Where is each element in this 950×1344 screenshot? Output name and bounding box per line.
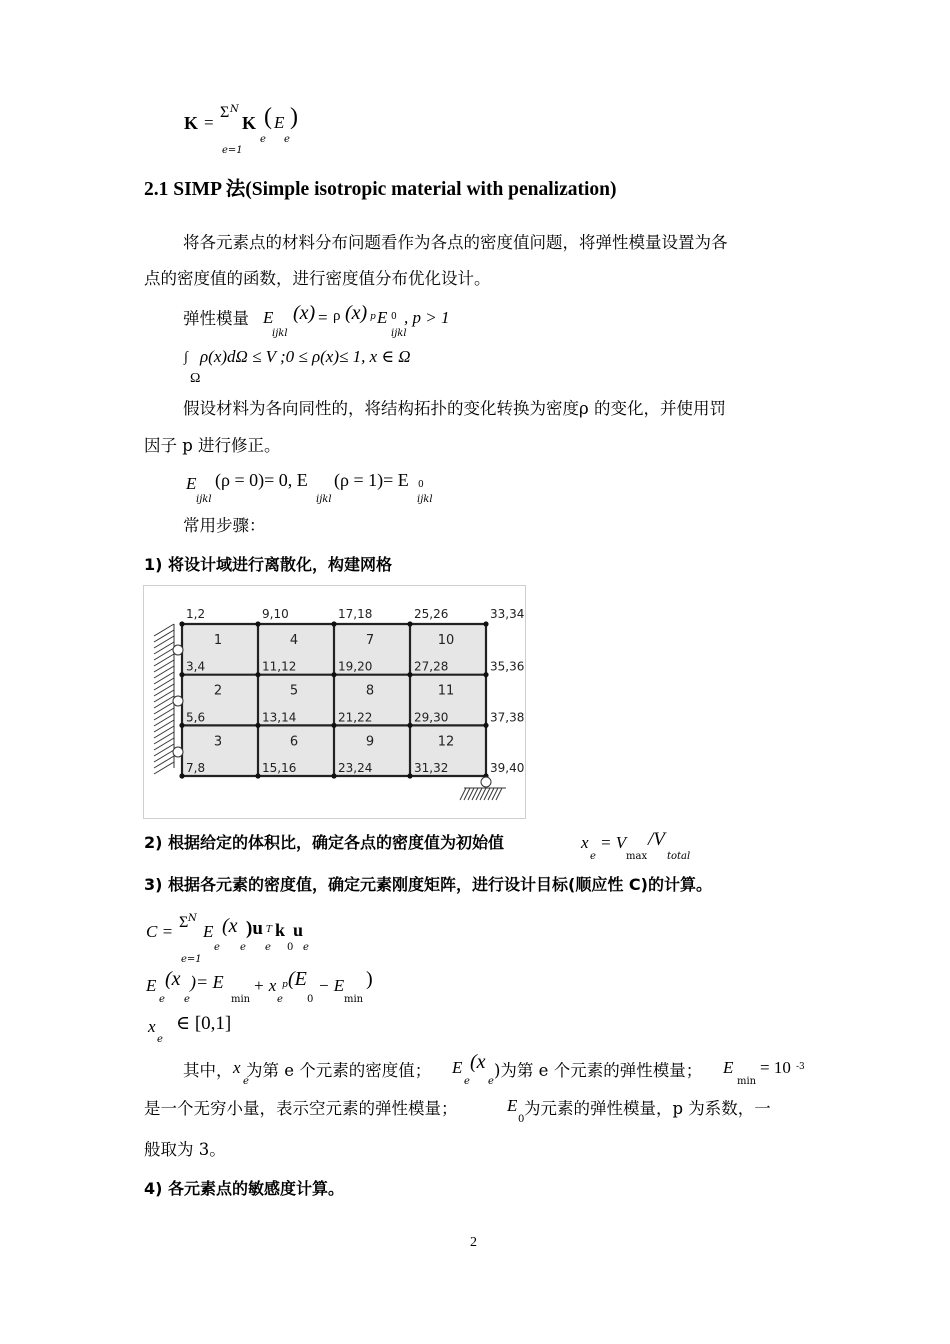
- mesh-node: [407, 672, 412, 677]
- steps-label: 常用步骤：: [183, 516, 266, 535]
- node-label: 19,20: [338, 659, 373, 674]
- paren: (: [264, 104, 272, 130]
- hatch-line: [154, 738, 174, 750]
- mesh-node: [179, 621, 184, 626]
- mesh-node: [331, 672, 336, 677]
- node-label: 37,38: [490, 710, 525, 725]
- step-1: 1) 将设计域进行离散化，构建网格: [144, 555, 393, 574]
- text: 般取为 3。: [144, 1140, 226, 1159]
- e-subscript: e: [260, 134, 266, 145]
- mesh-node: [483, 723, 488, 728]
- node-label: 7,8: [186, 761, 206, 776]
- mesh-node: [331, 723, 336, 728]
- C-symbol: C =: [146, 922, 174, 941]
- hatch-line: [154, 630, 174, 642]
- text: 为元素的弹性模量，p 为系数，一: [524, 1099, 771, 1118]
- mesh-diagram: [144, 586, 525, 818]
- node-label: 15,16: [262, 761, 297, 776]
- fixed-wall-support: [154, 624, 174, 774]
- e-subscript: e: [284, 134, 290, 145]
- subscript: ijkl: [272, 328, 288, 339]
- element-number: 12: [437, 734, 455, 750]
- equals-E: )= E: [190, 972, 224, 992]
- subscript: e: [184, 994, 190, 1005]
- step-3: 3) 根据各元素的密度值，确定元素刚度矩阵，进行设计目标(顺应性 C)的计算。: [144, 875, 712, 894]
- mesh-node: [407, 723, 412, 728]
- node-label: 31,32: [414, 761, 449, 776]
- intro-line-1: 将各元素点的材料分布问题看作为各点的密度值问题，将弹性模量设置为各: [183, 233, 728, 252]
- E-symbol: E: [186, 474, 197, 493]
- element-number: 8: [365, 683, 375, 699]
- node-label: 23,24: [338, 761, 373, 776]
- intro-line-2: 点的密度值的函数，进行密度值分布优化设计。: [144, 269, 491, 288]
- element-number: 11: [437, 683, 455, 699]
- node-label: 11,12: [262, 659, 297, 674]
- subscript-total: total: [667, 851, 691, 862]
- assume-line-2: 因子 p 进行修正。: [144, 436, 281, 455]
- step-4: 4) 各元素点的敏感度计算。: [144, 1179, 345, 1198]
- node-label: 9,10: [262, 607, 289, 621]
- hatch-line: [154, 690, 174, 702]
- hatch-line: [154, 714, 174, 726]
- hatch-line: [154, 660, 174, 672]
- mesh-node: [179, 672, 184, 677]
- roller-support: [173, 696, 183, 706]
- mesh-node: [483, 621, 488, 626]
- u-vector: u: [293, 920, 304, 940]
- roller-support: [173, 747, 183, 757]
- hatch-line: [154, 696, 174, 708]
- element-number: 4: [289, 633, 299, 648]
- text: 其中，: [183, 1061, 233, 1080]
- hatch-line: [154, 750, 174, 762]
- u-vector: )u: [246, 918, 263, 939]
- mesh-figure: [143, 585, 526, 819]
- condition: , p > 1: [404, 308, 450, 327]
- hatch-line: [154, 708, 174, 720]
- mesh-node: [255, 773, 260, 778]
- sigma: Σ: [220, 104, 230, 121]
- element-number: 6: [289, 734, 299, 750]
- integral: ∫: [184, 350, 188, 365]
- E-symbol: E: [203, 922, 214, 941]
- element-number: 1: [213, 633, 223, 648]
- mesh-node: [407, 773, 412, 778]
- text: )为第 e 个元素的弹性模量；: [494, 1061, 703, 1080]
- hatch-line: [154, 678, 174, 690]
- x-arg: (x: [222, 915, 238, 937]
- node-label: 3,4: [186, 659, 206, 674]
- subscript: e: [240, 942, 246, 953]
- paren-E: (E: [288, 968, 307, 990]
- x-symbol: x: [148, 1017, 156, 1036]
- hatch-line: [154, 744, 174, 756]
- E-symbol: E: [263, 308, 274, 327]
- subscript: e: [214, 942, 220, 953]
- hatch-line: [154, 648, 174, 660]
- E-symbol: E: [452, 1058, 463, 1077]
- element-number: 2: [213, 683, 223, 699]
- arg: (x): [293, 302, 316, 324]
- x-arg: (x: [470, 1051, 486, 1073]
- element-number: 3: [213, 734, 223, 750]
- hatch-line: [154, 672, 174, 684]
- hatch-line: [154, 726, 174, 738]
- node-label: 39,40: [490, 761, 525, 776]
- element-number: 9: [365, 734, 375, 750]
- section-heading: 2.1 SIMP 法(Simple isotropic material with penalization): [144, 179, 617, 200]
- E-symbol: E: [377, 308, 388, 327]
- index-start: e=1: [181, 954, 202, 965]
- equals-V: = V: [600, 833, 627, 852]
- interval: ∈ [0,1]: [176, 1013, 232, 1034]
- mesh-node: [255, 672, 260, 677]
- equals: =: [204, 113, 214, 132]
- node-label: 29,30: [414, 710, 449, 725]
- text: 为第 e 个元素的密度值；: [246, 1061, 432, 1080]
- mesh-node: [179, 723, 184, 728]
- assume-line-1: 假设材料为各向同性的，将结构拓扑的变化转换为密度ρ 的变化，并使用罚: [183, 399, 726, 418]
- x-symbol: x: [581, 833, 589, 852]
- mesh-node: [331, 773, 336, 778]
- node-label: 35,36: [490, 659, 525, 674]
- bound-1: (ρ = 0)= 0, E: [215, 470, 308, 490]
- node-label: 25,26: [414, 607, 449, 621]
- superscript: 0: [391, 312, 397, 322]
- subscript: ijkl: [417, 494, 433, 505]
- superscript: 0: [418, 480, 424, 490]
- mesh-node: [179, 773, 184, 778]
- node-label: 21,22: [338, 710, 373, 725]
- element-number: 7: [365, 633, 375, 648]
- hatch-line: [154, 762, 174, 774]
- subscript-zero: 0: [287, 942, 294, 953]
- hatch-line: [154, 720, 174, 732]
- exponent: p: [370, 312, 376, 322]
- node-label: 5,6: [186, 710, 206, 725]
- N-label: N: [230, 104, 239, 115]
- mesh-node: [255, 723, 260, 728]
- subscript: ijkl: [196, 494, 212, 505]
- transpose: T: [266, 925, 273, 935]
- element-number: 10: [437, 633, 455, 648]
- arg: (x): [345, 302, 368, 324]
- subscript: e: [590, 851, 596, 862]
- node-label: 13,14: [262, 710, 297, 725]
- subscript-max: max: [626, 851, 648, 862]
- subscript: e: [243, 1076, 249, 1087]
- subscript: e: [464, 1076, 470, 1087]
- hatch-line: [154, 654, 174, 666]
- paren: ): [290, 104, 298, 130]
- subscript-min: min: [737, 1076, 757, 1087]
- subscript: e: [265, 942, 271, 953]
- hatch-line: [154, 732, 174, 744]
- x-symbol: x: [233, 1058, 241, 1077]
- bound-2: (ρ = 1)= E: [334, 470, 409, 490]
- constraint-body: ρ(x)dΩ ≤ V ;0 ≤ ρ(x)≤ 1, x ∈ Ω: [200, 347, 411, 366]
- N-label: N: [188, 913, 197, 924]
- mesh-node: [331, 621, 336, 626]
- hatch-line: [154, 702, 174, 714]
- subscript-zero: 0: [518, 1114, 525, 1125]
- rho: ρ: [333, 308, 341, 324]
- hatch-line: [154, 684, 174, 696]
- value: = 10: [760, 1058, 791, 1077]
- subscript: e: [157, 1034, 163, 1045]
- subscript-min: min: [231, 994, 251, 1005]
- mesh-node: [483, 672, 488, 677]
- paren: ): [366, 968, 373, 990]
- K-symbol: K: [184, 113, 199, 133]
- exponent: p: [282, 980, 288, 990]
- hatch-line: [154, 642, 174, 654]
- E-symbol: E: [146, 976, 157, 995]
- node-label: 1,2: [186, 607, 206, 621]
- subscript: ijkl: [391, 328, 407, 339]
- node-label: 27,28: [414, 659, 449, 674]
- hatch-line: [154, 756, 174, 768]
- k-matrix: k: [275, 920, 286, 940]
- pin-support: [460, 777, 506, 800]
- Ke-symbol: K: [242, 113, 257, 133]
- hatch-line: [154, 666, 174, 678]
- mesh-node: [407, 621, 412, 626]
- subscript: ijkl: [316, 494, 332, 505]
- subscript: e: [277, 994, 283, 1005]
- index-start: e=1: [222, 145, 243, 156]
- hatch-line: [154, 624, 174, 636]
- domain: Ω: [190, 371, 201, 386]
- element-number: 5: [289, 683, 299, 699]
- subscript: e: [488, 1076, 494, 1087]
- roller-support: [173, 645, 183, 655]
- node-label: 33,34: [490, 607, 525, 621]
- subscript-zero: 0: [307, 994, 314, 1005]
- subscript: e: [159, 994, 165, 1005]
- subscript: e: [303, 942, 309, 953]
- text: 是一个无穷小量，表示空元素的弹性模量；: [144, 1099, 458, 1118]
- mesh-node: [255, 621, 260, 626]
- node-label: 17,18: [338, 607, 373, 621]
- plus-x: + x: [253, 976, 277, 995]
- hatch-line: [154, 636, 174, 648]
- step-2-text: 2) 根据给定的体积比，确定各点的密度值为初始值: [144, 833, 505, 852]
- label: 弹性模量: [183, 309, 249, 328]
- slash-V: /V: [648, 829, 665, 850]
- equals: =: [318, 308, 328, 327]
- page-number: 2: [470, 1235, 477, 1250]
- x-arg: (x: [165, 968, 181, 990]
- minus-E: − E: [318, 976, 345, 995]
- E-symbol: E: [507, 1096, 518, 1115]
- exponent: -3: [796, 1062, 805, 1072]
- E-symbol: E: [274, 113, 285, 132]
- subscript-min: min: [344, 994, 364, 1005]
- E-symbol: E: [723, 1058, 734, 1077]
- sigma: Σ: [179, 914, 189, 931]
